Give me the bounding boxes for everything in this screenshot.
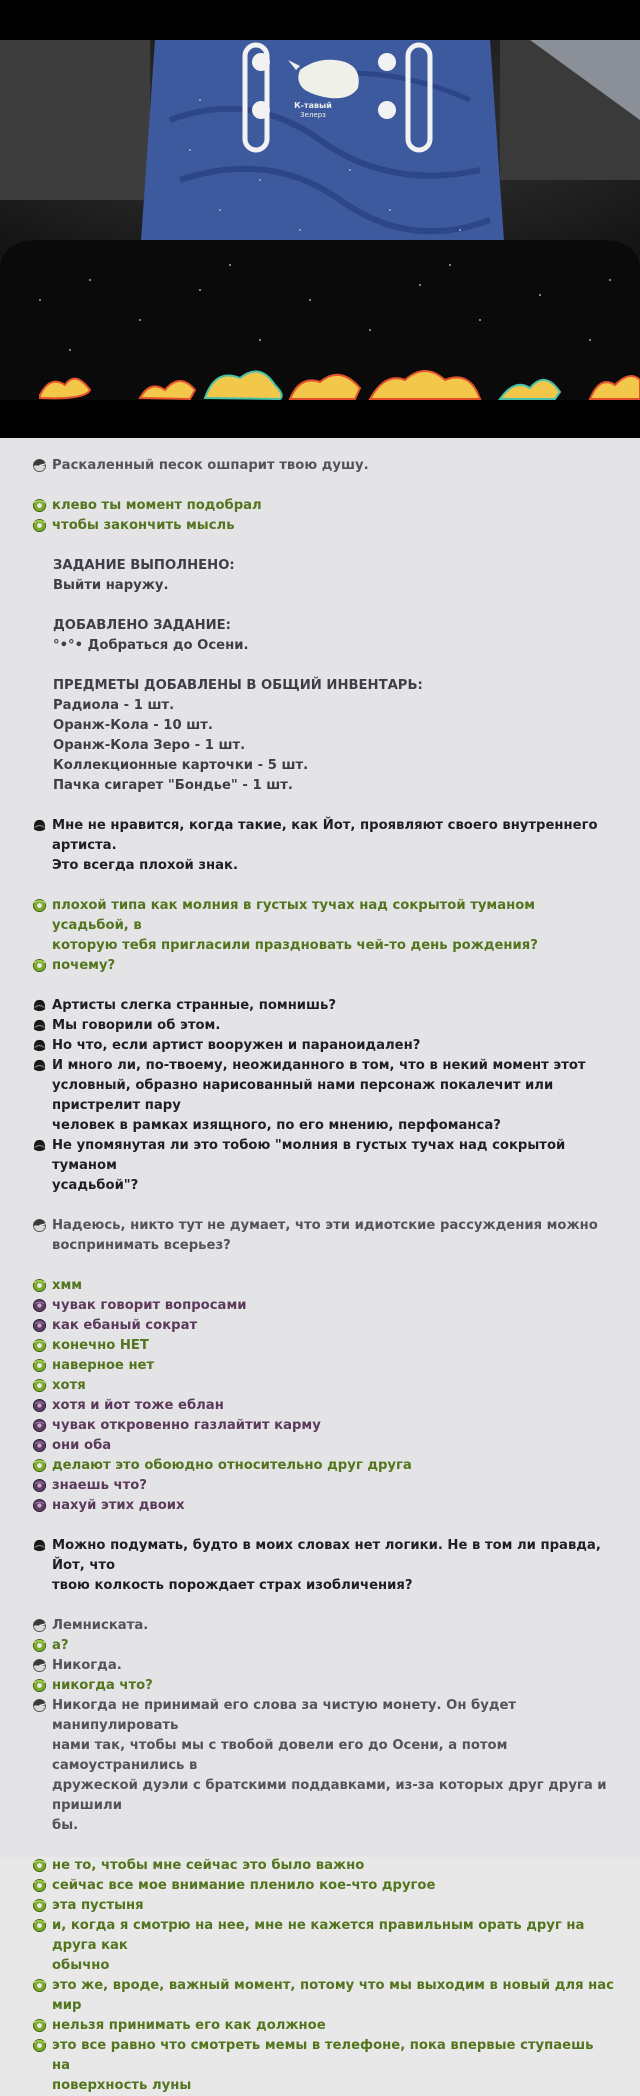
dialogue-text: они оба <box>52 1438 112 1453</box>
system-message-text: Оранж-Кола - 10 шт. <box>53 718 213 733</box>
system-message <box>32 576 614 596</box>
purple-orb-avatar-icon <box>32 1318 49 1333</box>
dialogue-text: И много ли, по-твоему, неожиданного в том, что в некий момент этот условный, образно нарисованный нами персонаж покалечит или пристрелит пару человек в рамках изящного, по его мнению, перфоманса? <box>52 1058 586 1133</box>
dialogue-text: Лемниската. <box>52 1618 149 1633</box>
system-message <box>32 776 614 796</box>
dialogue-text: Раскаленный песок ошпарит твою душу. <box>52 458 369 473</box>
dialogue-line-black <box>32 1056 614 1136</box>
green-orb-avatar-icon <box>32 498 49 513</box>
system-message <box>32 676 614 696</box>
purple-orb-avatar-icon <box>32 1298 49 1313</box>
green-orb-avatar-icon <box>32 898 49 913</box>
dialogue-text: хотя <box>52 1378 86 1393</box>
dialogue-line-green <box>32 896 614 956</box>
log-spacer <box>32 596 614 616</box>
dialogue-line-green <box>32 1636 614 1656</box>
dialogue-line-green <box>32 2036 614 2096</box>
dialogue-line-green <box>32 1276 614 1296</box>
log-spacer <box>32 1516 614 1536</box>
dialogue-text: знаешь что? <box>52 1478 147 1493</box>
dialogue-line-green <box>32 956 614 976</box>
green-orb-avatar-icon <box>32 1378 49 1393</box>
green-orb-avatar-icon <box>32 958 49 973</box>
log-spacer <box>32 536 614 556</box>
left-wall <box>0 40 150 200</box>
lemniscate-avatar-icon <box>32 1218 49 1233</box>
system-message <box>32 696 614 716</box>
black-hat-avatar-icon <box>32 1038 49 1053</box>
dialogue-text: чувак говорит вопросами <box>52 1298 247 1313</box>
black-hat-avatar-icon <box>32 1058 49 1073</box>
log-spacer <box>32 796 614 816</box>
dialogue-line-green <box>32 1916 614 1976</box>
dialogue-text: Мы говорили об этом. <box>52 1018 221 1033</box>
dialogue-line-purple <box>32 1416 614 1436</box>
black-hat-avatar-icon <box>32 1538 49 1553</box>
dialogue-text: плохой типа как молния в густых тучах над сокрытой туманом усадьбой, в которую тебя пригласили праздновать чей-то день рождения? <box>52 898 538 953</box>
green-orb-avatar-icon <box>32 1878 49 1893</box>
dialogue-text: Не упомянутая ли это тобою "молния в густых тучах над сокрытой туманом усадьбой"? <box>52 1138 566 1193</box>
system-message <box>32 556 614 576</box>
dialogue-text: как ебаный сократ <box>52 1318 198 1333</box>
dialogue-line-lemniscate <box>32 1696 614 1836</box>
dialogue-text: чувак откровенно газлайтит карму <box>52 1418 321 1433</box>
black-hat-avatar-icon <box>32 1018 49 1033</box>
green-orb-avatar-icon <box>32 1458 49 1473</box>
dialogue-line-black <box>32 996 614 1016</box>
dialogue-line-lemniscate <box>32 1656 614 1676</box>
green-orb-avatar-icon <box>32 1898 49 1913</box>
dialogue-line-green <box>32 1976 619 2016</box>
purple-orb-avatar-icon <box>32 1438 49 1453</box>
dialogue-line-green <box>32 1896 614 1916</box>
dialogue-text: эта пустыня <box>52 1898 144 1913</box>
system-message-text: Пачка сигарет "Бондье" - 1 шт. <box>53 778 293 793</box>
dialogue-text: Артисты слегка странные, помнишь? <box>52 998 337 1013</box>
game-scene <box>0 0 640 438</box>
dialogue-line-purple <box>32 1496 614 1516</box>
dialogue-line-black <box>32 1536 614 1596</box>
purple-orb-avatar-icon <box>32 1398 49 1413</box>
lemniscate-avatar-icon <box>32 1658 49 1673</box>
log-spacer <box>32 1596 614 1616</box>
dialogue-line-lemniscate <box>32 1216 614 1256</box>
dialogue-text: не то, чтобы мне сейчас это было важно <box>52 1858 365 1873</box>
system-message <box>32 756 614 776</box>
green-orb-avatar-icon <box>32 1858 49 1873</box>
system-message <box>32 636 614 656</box>
purple-orb-avatar-icon <box>32 1498 49 1513</box>
system-message-text: ПРЕДМЕТЫ ДОБАВЛЕНЫ В ОБЩИЙ ИНВЕНТАРЬ: <box>53 678 423 693</box>
log-spacer <box>32 976 614 996</box>
green-orb-avatar-icon <box>32 1338 49 1353</box>
dialogue-line-green <box>32 516 614 536</box>
dialogue-line-green <box>32 496 614 516</box>
system-message-text: Радиола - 1 шт. <box>53 698 175 713</box>
bag-logo-line1: К-тавый <box>294 101 332 110</box>
dialogue-text: нельзя принимать его как должное <box>52 2018 326 2033</box>
lemniscate-avatar-icon <box>32 458 49 473</box>
log-spacer <box>32 876 614 896</box>
log-spacer <box>32 1836 614 1856</box>
black-hat-avatar-icon <box>32 818 49 833</box>
dialogue-text: конечно НЕТ <box>52 1338 149 1353</box>
dialogue-line-lemniscate <box>32 456 614 476</box>
dialogue-line-green <box>32 1856 614 1876</box>
system-message <box>32 736 614 756</box>
dialogue-line-green <box>32 1676 614 1696</box>
green-orb-avatar-icon <box>32 1358 49 1373</box>
dialogue-line-black <box>32 1016 614 1036</box>
dialogue-line-green <box>32 1336 614 1356</box>
dialogue-text: это все равно что смотреть мемы в телефоне, пока впервые ступаешь на поверхность луны <box>52 2038 594 2093</box>
dialogue-line-purple <box>32 1316 614 1336</box>
scene-illustration <box>0 0 640 438</box>
dialogue-text: Но что, если артист вооружен и параноидален? <box>52 1038 421 1053</box>
dialogue-text: чтобы закончить мысль <box>52 518 235 533</box>
purple-orb-avatar-icon <box>32 1418 49 1433</box>
dialogue-line-purple <box>32 1436 614 1456</box>
log-spacer <box>32 476 614 496</box>
dialogue-log <box>0 438 640 2093</box>
dialogue-line-green <box>32 1876 614 1896</box>
dialogue-text: никогда что? <box>52 1678 153 1693</box>
dialogue-text: делают это обоюдно относительно друг друга <box>52 1458 412 1473</box>
dialogue-text: это же, вроде, важный момент, потому что мы выходим в новый для нас мир <box>52 1978 619 2013</box>
log-spacer <box>32 1196 614 1216</box>
dialogue-line-purple <box>32 1296 614 1316</box>
system-message-text: ЗАДАНИЕ ВЫПОЛНЕНО: <box>53 558 235 573</box>
dialogue-text: Можно подумать, будто в моих словах нет логики. Не в том ли правда, Йот, что твою колкость порождает страх изобличения? <box>52 1538 601 1593</box>
green-orb-avatar-icon <box>32 1978 49 1993</box>
green-orb-avatar-icon <box>32 518 49 533</box>
dialogue-text: нахуй этих двоих <box>52 1498 185 1513</box>
dialogue-text: Надеюсь, никто тут не думает, что эти идиотские рассуждения можно воспринимать всерьез? <box>52 1218 598 1253</box>
dialogue-text: почему? <box>52 958 116 973</box>
system-message <box>32 616 614 636</box>
dialogue-line-green <box>32 1356 614 1376</box>
green-orb-avatar-icon <box>32 1918 49 1933</box>
dialogue-text: хмм <box>52 1278 83 1293</box>
dialogue-text: Никогда. <box>52 1658 122 1673</box>
log-spacer <box>32 1256 614 1276</box>
dialogue-line-lemniscate <box>32 1616 614 1636</box>
dialogue-line-black <box>32 1136 614 1196</box>
green-orb-avatar-icon <box>32 1678 49 1693</box>
system-message <box>32 716 614 736</box>
dialogue-text: Мне не нравится, когда такие, как Йот, проявляют своего внутреннего артиста. Это всегда плохой знак. <box>52 818 598 873</box>
system-message-text: Коллекционные карточки - 5 шт. <box>53 758 309 773</box>
black-hat-avatar-icon <box>32 998 49 1013</box>
dialogue-text: Никогда не принимай его слова за чистую монету. Он будет манипулировать нами так, чтобы мы с твобой довели его до Осени, а потом самоустранились в дружеской дуэли с братскими поддавками, из-за которых друг друга и пришили бы. <box>52 1698 607 1833</box>
system-message-text: °•°• Добраться до Осени. <box>53 638 249 653</box>
green-orb-avatar-icon <box>32 1278 49 1293</box>
dialogue-text: клево ты момент подобрал <box>52 498 262 513</box>
dialogue-line-purple <box>32 1396 614 1416</box>
lemniscate-avatar-icon <box>32 1698 49 1713</box>
green-orb-avatar-icon <box>32 2038 49 2053</box>
system-message-text: Оранж-Кола Зеро - 1 шт. <box>53 738 246 753</box>
dialogue-text: и, когда я смотрю на нее, мне не кажется правильным орать друг на друга как обычно <box>52 1918 585 1973</box>
dialogue-text: а? <box>52 1638 69 1653</box>
dialogue-line-green <box>32 1456 614 1476</box>
dialogue-text: хотя и йот тоже еблан <box>52 1398 224 1413</box>
night-sky <box>0 240 640 400</box>
bag-logo-line2: Зелерз <box>300 111 326 119</box>
purple-orb-avatar-icon <box>32 1478 49 1493</box>
dialogue-line-purple <box>32 1476 614 1496</box>
dialogue-text: наверное нет <box>52 1358 155 1373</box>
system-message-text: Выйти наружу. <box>53 578 169 593</box>
dialogue-text: сейчас все мое внимание пленило кое-что другое <box>52 1878 436 1893</box>
green-orb-avatar-icon <box>32 1638 49 1653</box>
green-orb-avatar-icon <box>32 2018 49 2033</box>
dialogue-line-green <box>32 2016 614 2036</box>
system-message-text: ДОБАВЛЕНО ЗАДАНИЕ: <box>53 618 231 633</box>
dialogue-line-black <box>32 816 614 876</box>
dialogue-line-green <box>32 1376 614 1396</box>
black-hat-avatar-icon <box>32 1138 49 1153</box>
lemniscate-avatar-icon <box>32 1618 49 1633</box>
dialogue-line-black <box>32 1036 614 1056</box>
log-spacer <box>32 656 614 676</box>
